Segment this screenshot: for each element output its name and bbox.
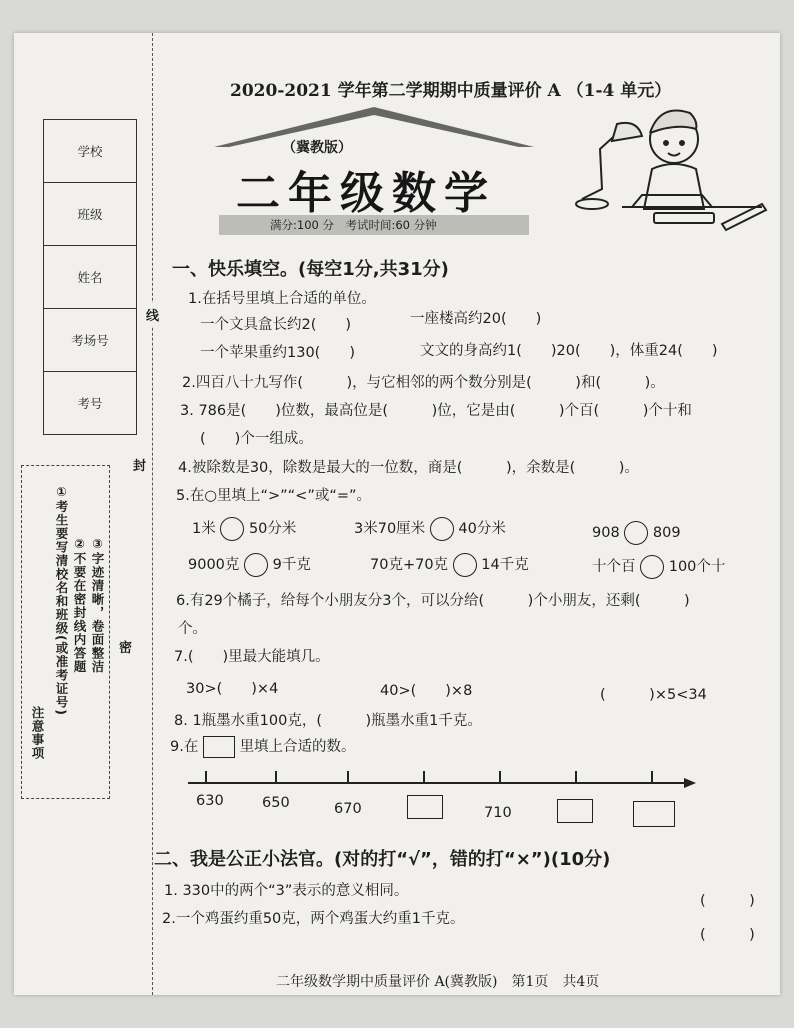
- judge-item-1: 1. 330中的两个“3”表示的意义相同。: [164, 883, 409, 899]
- q9-stem: [170, 735, 356, 758]
- notes-title: 注意事项: [30, 706, 45, 760]
- note-3: ③字迹清晰，卷面整洁: [90, 536, 105, 674]
- notes-box: [21, 465, 110, 799]
- q8: 8. 1瓶墨水重100克，( )瓶墨水重1千克。: [174, 713, 482, 729]
- q1-item-d: 文文的身高约1( )20( )，体重24( ): [420, 343, 718, 359]
- q5-item-6: [592, 555, 725, 579]
- judge-item-2: 2.一个鸡蛋约重50克，两个鸡蛋大约重1千克。: [162, 911, 465, 927]
- note-2: ②不要在密封线内答题: [72, 536, 87, 674]
- q5-left: 1米: [192, 521, 216, 537]
- compare-circle[interactable]: [244, 553, 268, 577]
- q5-item-4: [188, 553, 311, 577]
- q5-left: 908: [592, 525, 620, 541]
- student-info-table: [43, 119, 137, 435]
- q5-right: 809: [652, 525, 681, 541]
- edition-label: （冀教版）: [282, 140, 352, 156]
- page-footer: 二年级数学期中质量评价 A(冀教版) 第1页 共4页: [276, 974, 600, 990]
- seal-label-close: 密: [119, 635, 132, 658]
- q7-stem: 7.( )里最大能填几。: [174, 649, 330, 665]
- q1-item-c: 一个苹果重约130( ): [200, 345, 355, 361]
- q5-item-2: [354, 517, 506, 541]
- q7-item-b: 40>( )×8: [380, 683, 473, 699]
- info-field-0[interactable]: 学校: [44, 120, 137, 183]
- info-field-2[interactable]: 姓名: [44, 246, 137, 309]
- q3-line1: 3. 786是( )位数，最高位是( )位，它是由( )个百( )个十和: [180, 403, 692, 419]
- q5-right: 40分米: [458, 521, 506, 537]
- info-field-4[interactable]: 考号: [44, 372, 137, 435]
- q5-left: 十个百: [592, 559, 636, 575]
- info-row: [44, 183, 137, 246]
- compare-circle[interactable]: [453, 553, 477, 577]
- judge-answer-2[interactable]: ( ): [700, 927, 755, 943]
- q5-item-3: [592, 521, 681, 545]
- seal-label-line: 线: [146, 303, 159, 326]
- q5-left: 3米70厘米: [354, 521, 426, 537]
- compare-circle[interactable]: [430, 517, 454, 541]
- q5-right: 100个十: [668, 559, 726, 575]
- q4: 4.被除数是30，除数是最大的一位数，商是( )，余数是( )。: [178, 460, 639, 476]
- note-1: ①考生要写清校名和班级(或准考证号): [54, 484, 69, 716]
- q7-item-a: 30>( )×4: [186, 681, 279, 697]
- exam-paper: [14, 33, 780, 995]
- section2-heading: 二、我是公正小法官。(对的打“√”，错的打“×”)(10分): [154, 849, 611, 870]
- info-row: [44, 372, 137, 435]
- info-row: [44, 309, 137, 372]
- q9-stem-post: 里填上合适的数。: [239, 739, 356, 755]
- tick-label: 710: [484, 805, 512, 821]
- q5-stem: 5.在○里填上“>”“<”或“=”。: [176, 488, 372, 504]
- subject-title: 二年级数学: [236, 168, 496, 219]
- seal-line: [152, 33, 153, 995]
- q6-line1: 6.有29个橘子，给每个小朋友分3个，可以分给( )个小朋友，还剩( ): [176, 593, 690, 609]
- q5-item-5: [370, 553, 529, 577]
- q9-stem-pre: 9.在: [170, 739, 199, 755]
- exam-meta: 满分:100 分 考试时间:60 分钟: [270, 218, 437, 232]
- section1-heading: 一、快乐填空。(每空1分,共31分): [172, 259, 449, 280]
- q1-stem: 1.在括号里填上合适的单位。: [188, 291, 376, 307]
- q2: 2.四百八十九写作( )，与它相邻的两个数分别是( )和( )。: [182, 375, 665, 391]
- number-line: [184, 759, 704, 829]
- q3-line2: ( )个一组成。: [200, 431, 313, 447]
- compare-circle[interactable]: [624, 521, 648, 545]
- compare-circle[interactable]: [640, 555, 664, 579]
- q1-item-a: 一个文具盒长约2( ): [200, 317, 352, 333]
- q5-right: 9千克: [272, 557, 311, 573]
- q1-item-b: 一座楼高约20( ): [410, 311, 542, 327]
- info-row: [44, 120, 137, 183]
- q7-item-c: ( )×5<34: [600, 687, 707, 703]
- judge-answer-1[interactable]: ( ): [700, 893, 755, 909]
- exam-title: 2020-2021 学年第二学期期中质量评价 A （1-4 单元）: [230, 81, 672, 101]
- tick-label: 670: [334, 801, 362, 817]
- info-field-1[interactable]: 班级: [44, 183, 137, 246]
- answer-box-sample: [203, 736, 235, 758]
- q5-left: 70克+70克: [370, 557, 449, 573]
- q5-item-1: [192, 517, 296, 541]
- tick-label: 650: [262, 795, 290, 811]
- q5-right: 14千克: [481, 557, 529, 573]
- number-line-answer-box[interactable]: [633, 801, 675, 827]
- info-row: [44, 246, 137, 309]
- number-line-answer-box[interactable]: [407, 795, 443, 819]
- seal-label-seal: 封: [133, 453, 146, 476]
- q6-line2: 个。: [178, 621, 207, 637]
- number-line-answer-box[interactable]: [557, 799, 593, 823]
- student-illustration: [562, 89, 772, 239]
- q5-right: 50分米: [248, 521, 297, 537]
- compare-circle[interactable]: [220, 517, 244, 541]
- tick-label: 630: [196, 793, 224, 809]
- q5-left: 9000克: [188, 557, 240, 573]
- info-field-3[interactable]: 考场号: [44, 309, 137, 372]
